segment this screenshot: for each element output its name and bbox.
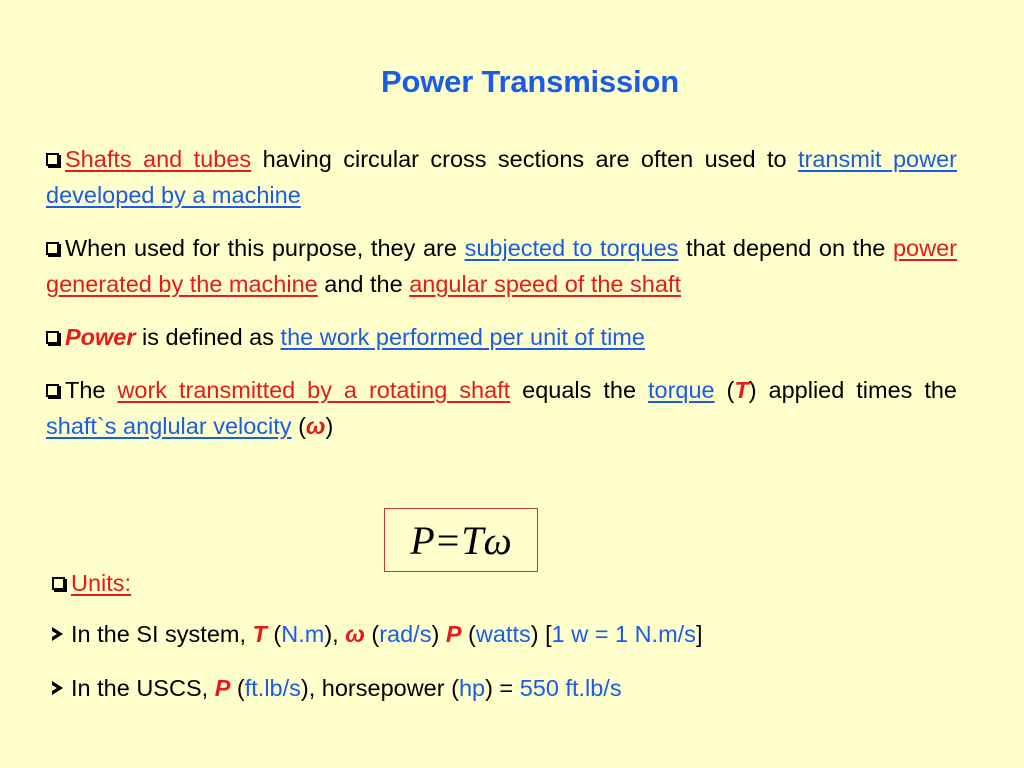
unit-power: watts [475, 621, 531, 647]
slide-title: Power Transmission [381, 64, 679, 99]
bullet-power-definition [46, 319, 957, 355]
link-torque[interactable]: torque [647, 377, 715, 403]
term-power: Power [65, 324, 136, 350]
bullet-list [46, 141, 957, 461]
punct: ) [ [530, 621, 552, 647]
bullet-text: that depend on the [678, 235, 893, 261]
unit-power: ft.lb/s [244, 675, 301, 701]
bullet-text: equals the [510, 377, 648, 403]
link-angular-speed[interactable]: angular speed of the shaft [409, 271, 681, 297]
bullet-text: and the [317, 271, 410, 297]
link-angular-velocity[interactable]: shaft`s anglular velocity [46, 413, 292, 439]
bullet-work-transmitted [46, 372, 957, 444]
link-shafts-and-tubes[interactable]: Shafts and tubes [65, 146, 252, 172]
formula-lhs: P [410, 517, 435, 563]
punct: ( [364, 621, 380, 647]
symbol-power: P [214, 675, 231, 701]
list-item-si [52, 616, 702, 652]
link-power-generated[interactable]: power generated by the machine [46, 235, 957, 297]
punct: ( [266, 621, 282, 647]
bullet-text: ) [325, 413, 334, 439]
units-list [52, 616, 702, 724]
link-work-transmitted[interactable]: work transmitted by a rotating shaft [117, 377, 511, 403]
square-bullet-icon [52, 577, 65, 590]
bullet-shafts [46, 141, 957, 213]
uscs-label: In the USCS, [71, 675, 215, 701]
formula-rhs: Tω [461, 517, 512, 563]
unit-omega: rad/s [379, 621, 432, 647]
units-heading [52, 566, 131, 600]
punct: ) [431, 621, 446, 647]
conversion-si: 1 w = 1 N.m/s [551, 621, 696, 647]
punct: ( [230, 675, 245, 701]
bullet-text: When used for this purpose, they are [65, 235, 465, 261]
unit-torque: N.m [281, 621, 325, 647]
link-transmit-power[interactable]: transmit power developed by a machine [46, 146, 957, 208]
bullet-text: ( [291, 413, 306, 439]
arrow-bullet-icon [52, 627, 63, 641]
symbol-torque: T [734, 377, 749, 403]
punct: ] [695, 621, 703, 647]
formula-equals: = [436, 517, 460, 563]
link-units[interactable]: Units: [71, 570, 132, 596]
symbol-omega: ω [345, 621, 365, 647]
bullet-text: ( [714, 377, 735, 403]
list-item-uscs [52, 670, 702, 706]
punct: ), [324, 621, 346, 647]
square-bullet-icon [46, 153, 59, 166]
si-label: In the SI system, [71, 621, 253, 647]
symbol-omega: ω [305, 413, 326, 439]
symbol-torque: T [252, 621, 267, 647]
formula-box [384, 508, 538, 572]
punct: ), horsepower ( [300, 675, 459, 701]
bullet-text: is defined as [135, 324, 281, 350]
symbol-power: P [445, 621, 462, 647]
punct: ( [461, 621, 476, 647]
square-bullet-icon [46, 242, 59, 255]
punct: ) = [485, 675, 520, 701]
bullet-text: having circular cross sections are often used to [251, 146, 798, 172]
arrow-bullet-icon [52, 681, 63, 695]
square-bullet-icon [46, 384, 59, 397]
link-work-per-time[interactable]: the work performed per unit of time [280, 324, 645, 350]
link-subjected-to-torques[interactable]: subjected to torques [464, 235, 679, 261]
square-bullet-icon [46, 331, 59, 344]
conversion-uscs: 550 ft.lb/s [519, 675, 622, 701]
bullet-purpose [46, 230, 957, 302]
bullet-text: The [65, 377, 118, 403]
unit-horsepower: hp [458, 675, 486, 701]
bullet-text: ) applied times the [748, 377, 957, 403]
